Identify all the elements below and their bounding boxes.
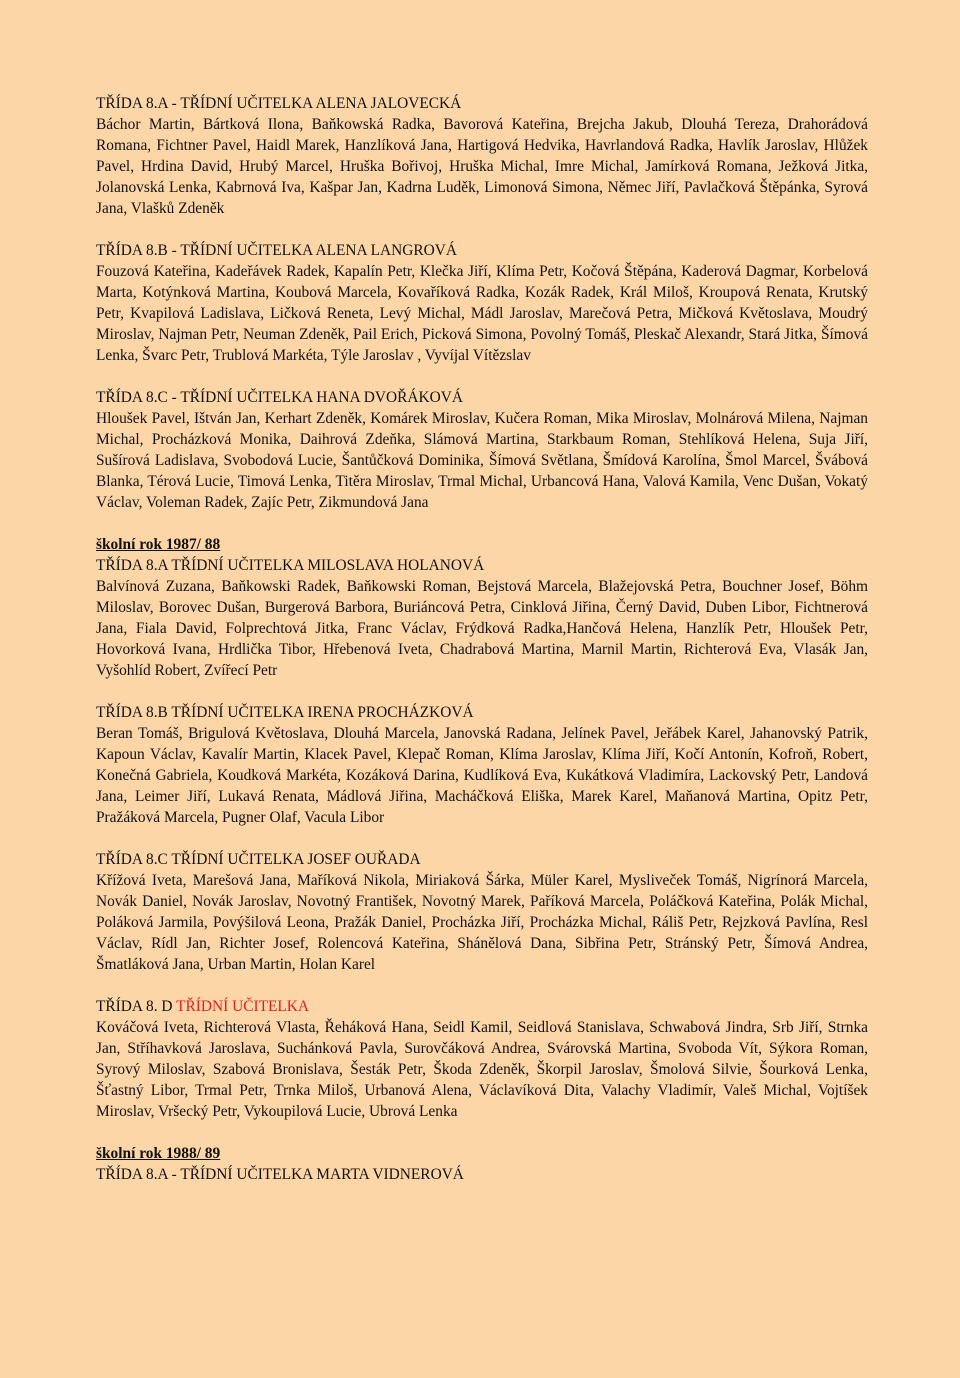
- class-heading-prefix: TŘÍDA 8. D: [96, 998, 177, 1015]
- student-list: Kováčová Iveta, Richterová Vlasta, Řeháková Hana, Seidl Kamil, Seidlová Stanislava, Schwabová Jindra, Srb Jiří, Strnka Jan, Stříhavková Jaroslava, Suchánková Pavla, Surovčáková Andrea, Svárovská Martina, Svoboda Vít, Sýkora Roman, Syrový Miloslav, Szabová Bronislava, Šesták Petr, Škoda Zdeněk, Škorpil Jaroslav, Šmolová Silvie, Šourková Lenka, Šťastný Libor, Trmal Petr, Trnka Miloš, Urbanová Alena, Václavíková Dita, Valachy Vladimír, Valeš Michal, Vojtíšek Miroslav, Vršecký Petr, Vykoupilová Lucie, Ubrová Lenka: [96, 1019, 868, 1120]
- class-heading: TŘÍDA 8.B - TŘÍDNÍ UČITELKA ALENA LANGROVÁ: [96, 242, 457, 259]
- class-section-8a-1987: [96, 534, 868, 681]
- class-section-8d-1987: [96, 996, 868, 1122]
- class-section-8c-1986: [96, 387, 868, 513]
- class-section-8a-1988: [96, 1143, 868, 1185]
- student-list: Balvínová Zuzana, Baňkowski Radek, Baňkowski Roman, Bejstová Marcela, Blažejovská Petra, Bouchner Josef, Böhm Miloslav, Borovec Dušan, Burgerová Barbora, Buriáncová Petra, Cinklová Jiřina, Černý David, Duben Libor, Fichtnerová Jana, Fiala David, Folprechtová Jitka, Franc Václav, Frýdková Radka,Hančová Helena, Hanzlík Petr, Hloušek Petr, Hovorková Ivana, Hrdlička Tibor, Hřebenová Iveta, Chadrabová Martina, Marnil Martin, Richterová Eva, Vlasák Jan, Vyšohlíd Robert, Zvířecí Petr: [96, 578, 868, 679]
- class-section-8b-1987: [96, 702, 868, 828]
- school-year-heading: školní rok 1987/ 88: [96, 536, 221, 553]
- student-list: Beran Tomáš, Brigulová Květoslava, Dlouhá Marcela, Janovská Radana, Jelínek Pavel, Jeřábek Karel, Jahanovský Patrik, Kapoun Václav, Kavalír Martin, Klacek Pavel, Klepač Roman, Klíma Jaroslav, Klíma Jiří, Kočí Antonín, Kofroň, Robert, Konečná Gabriela, Koudková Markéta, Kozáková Darina, Kudlíková Eva, Kukátková Vladimíra, Lackovský Petr, Landová Jana, Leimer Jiří, Lukavá Renata, Mádlová Jiřina, Macháčková Eliška, Marek Karel, Maňanová Martina, Opitz Petr, Pražáková Marcela, Pugner Olaf, Vacula Libor: [96, 725, 868, 826]
- student-list: Hloušek Pavel, Ištván Jan, Kerhart Zdeněk, Komárek Miroslav, Kučera Roman, Mika Miroslav, Molnárová Milena, Najman Michal, Procházková Monika, Daihrová Zdeňka, Slámová Martina, Starkbaum Roman, Stehlíková Helena, Suja Jiří, Sušírová Ladislava, Svobodová Lucie, Šantůčková Dominika, Šímová Světlana, Šmídová Karolína, Šmol Marcel, Švábová Blanka, Térová Lucie, Timová Lenka, Titěra Miroslav, Trmal Michal, Urbancová Hana, Valová Kamila, Venc Dušan, Vokatý Václav, Voleman Radek, Zajíc Petr, Zikmundová Jana: [96, 410, 868, 511]
- class-heading: TŘÍDA 8.A TŘÍDNÍ UČITELKA MILOSLAVA HOLANOVÁ: [96, 557, 485, 574]
- school-year-heading: školní rok 1988/ 89: [96, 1145, 221, 1162]
- class-section-8c-1987: [96, 849, 868, 975]
- class-heading: TŘÍDA 8.B TŘÍDNÍ UČITELKA IRENA PROCHÁZKOVÁ: [96, 704, 474, 721]
- student-list: Fouzová Kateřina, Kadeřávek Radek, Kapalín Petr, Klečka Jiří, Klíma Petr, Kočová Štěpána, Kaderová Dagmar, Korbelová Marta, Kotýnková Martina, Koubová Marcela, Kovaříková Radka, Kozák Radek, Král Miloš, Kroupová Renata, Krutský Petr, Kvapilová Ladislava, Ličková Reneta, Levý Michal, Mádl Jaroslav, Marečová Petra, Mičková Květoslava, Moudrý Miroslav, Najman Petr, Neuman Zdeněk, Pail Erich, Picková Simona, Povolný Tomáš, Pleskač Alexandr, Stará Jitka, Šímová Lenka, Švarc Petr, Trublová Markéta, Týle Jaroslav , Vyvíjal Vítězslav: [96, 263, 868, 364]
- class-heading: TŘÍDA 8.C TŘÍDNÍ UČITELKA JOSEF OUŘADA: [96, 851, 421, 868]
- class-section-8a-1986: [96, 93, 868, 219]
- student-list: Křížová Iveta, Marešová Jana, Maříková Nikola, Miriaková Šárka, Müler Karel, Mysliveček Tomáš, Nigrínorá Marcela, Novák Daniel, Novák Jaroslav, Novotný František, Novotný Marek, Paříková Marcela, Poláčková Kateřina, Polák Michal, Poláková Jarmila, Povýšilová Leona, Pražák Daniel, Procházka Jiří, Procházka Michal, Ráliš Petr, Rejzková Pavlína, Resl Václav, Rídl Jan, Richter Josef, Rolencová Kateřina, Shánělová Dana, Sibřina Petr, Stránský Petr, Šímová Andrea, Šmatláková Jana, Urban Martin, Holan Karel: [96, 872, 868, 973]
- class-heading: [96, 996, 868, 1017]
- class-heading-teacher: TŘÍDNÍ UČITELKA: [176, 998, 310, 1015]
- student-list: Báchor Martin, Bártková Ilona, Baňkowská Radka, Bavorová Kateřina, Brejcha Jakub, Dlouhá Tereza, Drahorádová Romana, Fichtner Pavel, Haidl Marek, Hanzlíková Jana, Hartigová Hedvika, Havrlandová Radka, Havlík Jaroslav, Hlůžek Pavel, Hrdina David, Hrubý Marcel, Hruška Bořivoj, Hruška Michal, Imre Michal, Jamírková Romana, Ježková Jitka, Jolanovská Lenka, Kabrnová Iva, Kašpar Jan, Kadrna Luděk, Limonová Simona, Němec Jiří, Pavlačková Štěpánka, Syrová Jana, Vlašků Zdeněk: [96, 116, 868, 217]
- class-heading: TŘÍDA 8.A - TŘÍDNÍ UČITELKA MARTA VIDNEROVÁ: [96, 1166, 464, 1183]
- class-section-8b-1986: [96, 240, 868, 366]
- class-heading: TŘÍDA 8.C - TŘÍDNÍ UČITELKA HANA DVOŘÁKOVÁ: [96, 389, 463, 406]
- class-heading: TŘÍDA 8.A - TŘÍDNÍ UČITELKA ALENA JALOVECKÁ: [96, 95, 462, 112]
